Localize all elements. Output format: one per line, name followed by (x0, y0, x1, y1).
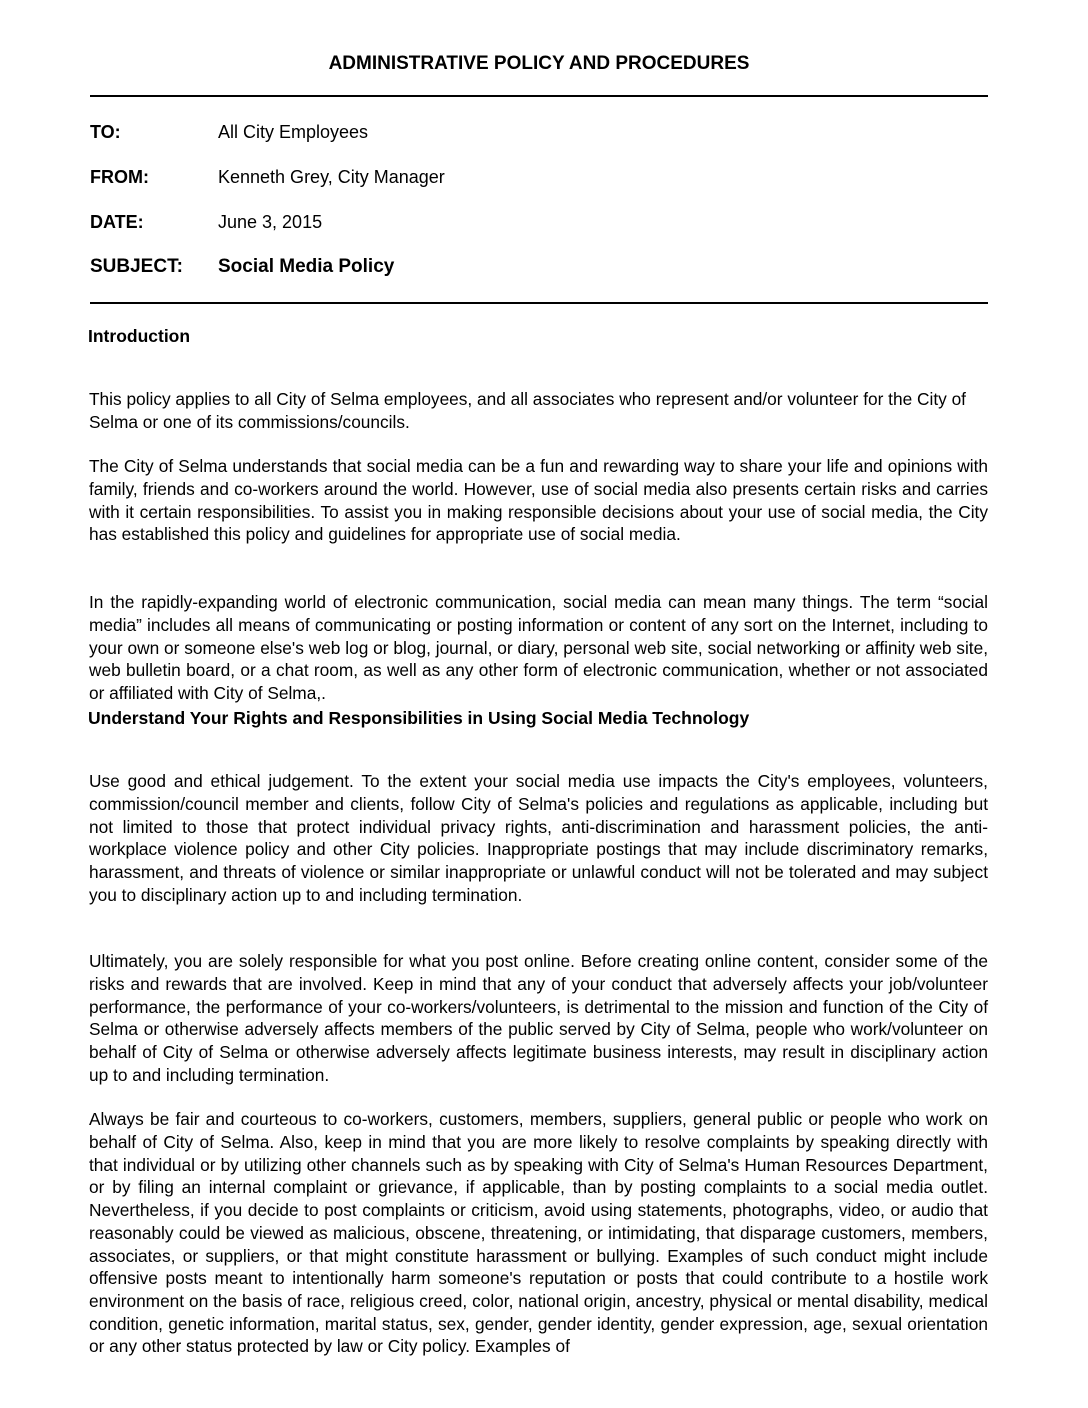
memo-subject-label: SUBJECT: (90, 256, 183, 277)
paragraph-judgement: Use good and ethical judgement. To the extent your social media use impacts the City's employees, volunteers, commission/council member and clients, follow City of Selma's policies and regulations as applicable, including but not limited to those that protect individual privacy rights, anti-discrimination and harassment policies, the anti-workplace violence policy and other City policies. Inappropriate postings that may include discriminatory remarks, harassment, and threats of violence or similar inappropriate or unlawful conduct will not be tolerated and may subject you to disciplinary action up to and including termination. (89, 771, 988, 905)
memo-to-value: All City Employees (218, 122, 369, 142)
paragraph-scope: This policy applies to all City of Selma employees, and all associates who represent and/or volunteer for the City of Selma or one of its commissions/councils. (89, 389, 966, 432)
paragraph-purpose: The City of Selma understands that social media can be a fun and rewarding way to share your life and opinions with family, friends and co-workers around the world. However, use of social media also presents certain risks and carries with it certain responsibilities. To assist you in making responsible decisions about your use of social media, the City has established this policy and guidelines for appropriate use of social media. (89, 456, 988, 545)
paragraph-responsibility: Ultimately, you are solely responsible for what you post online. Before creating online content, consider some of the risks and rewards that are involved. Keep in mind that any of your conduct that adversely affects your job/volunteer performance, the performance of your co-workers/volunteers, is detrimental to the mission and function of the City of Selma or otherwise adversely affects members of the public served by City of Selma, people who work/volunteer on behalf of City of Selma or otherwise adversely affects legitimate business interests, may result in disciplinary action up to and including termination. (89, 951, 988, 1085)
memo-from-row (90, 165, 988, 189)
memo-date-row (90, 210, 988, 234)
memo-subject-row (90, 255, 988, 279)
header-divider-top (90, 95, 988, 97)
section-heading-introduction: Introduction (88, 326, 191, 346)
memo-to-label: TO: (90, 122, 121, 142)
memo-date-value: June 3, 2015 (218, 212, 323, 232)
memo-from-value: Kenneth Grey, City Manager (218, 167, 445, 187)
memo-to-row (90, 120, 988, 144)
section-heading-rights: Understand Your Rights and Responsibilities in Using Social Media Technology (88, 708, 750, 728)
memo-date-label: DATE: (90, 212, 144, 232)
memo-from-label: FROM: (90, 167, 149, 187)
header-divider-bottom (90, 302, 988, 304)
paragraph-definition: In the rapidly-expanding world of electronic communication, social media can mean many things. The term “social media” includes all means of communicating or posting information or content of any sort on the Internet, including to your own or someone else's web log or blog, journal, or diary, personal web site, social networking or affinity web site, web bulletin board, or a chat room, as well as any other form of electronic communication, whether or not associated or affiliated with City of Selma,. (89, 592, 988, 704)
paragraph-courtesy: Always be fair and courteous to co-workers, customers, members, suppliers, general public or people who work on behalf of City of Selma. Also, keep in mind that you are more likely to resolve complaints by speaking directly with that individual or by utilizing other channels such as by speaking with City of Selma's Human Resources Department, or by filing an internal complaint or grievance, if applicable, than by posting complaints to a social media outlet. Nevertheless, if you decide to post complaints or criticism, avoid using statements, photographs, video, or audio that reasonably could be viewed as malicious, obscene, threatening, or intimidating, that disparage customers, members, associates, or suppliers, or that might constitute harassment or bullying. Examples of such conduct might include offensive posts meant to intentionally harm someone's reputation or posts that could contribute to a hostile work environment on the basis of race, religious creed, color, national origin, ancestry, physical or mental disability, medical condition, genetic information, marital status, sex, gender, gender identity, gender expression, age, sexual orientation or any other status protected by law or City policy. Examples of (89, 1109, 988, 1357)
document-title: ADMINISTRATIVE POLICY AND PROCEDURES (328, 53, 750, 74)
memo-subject-value: Social Media Policy (218, 256, 395, 277)
